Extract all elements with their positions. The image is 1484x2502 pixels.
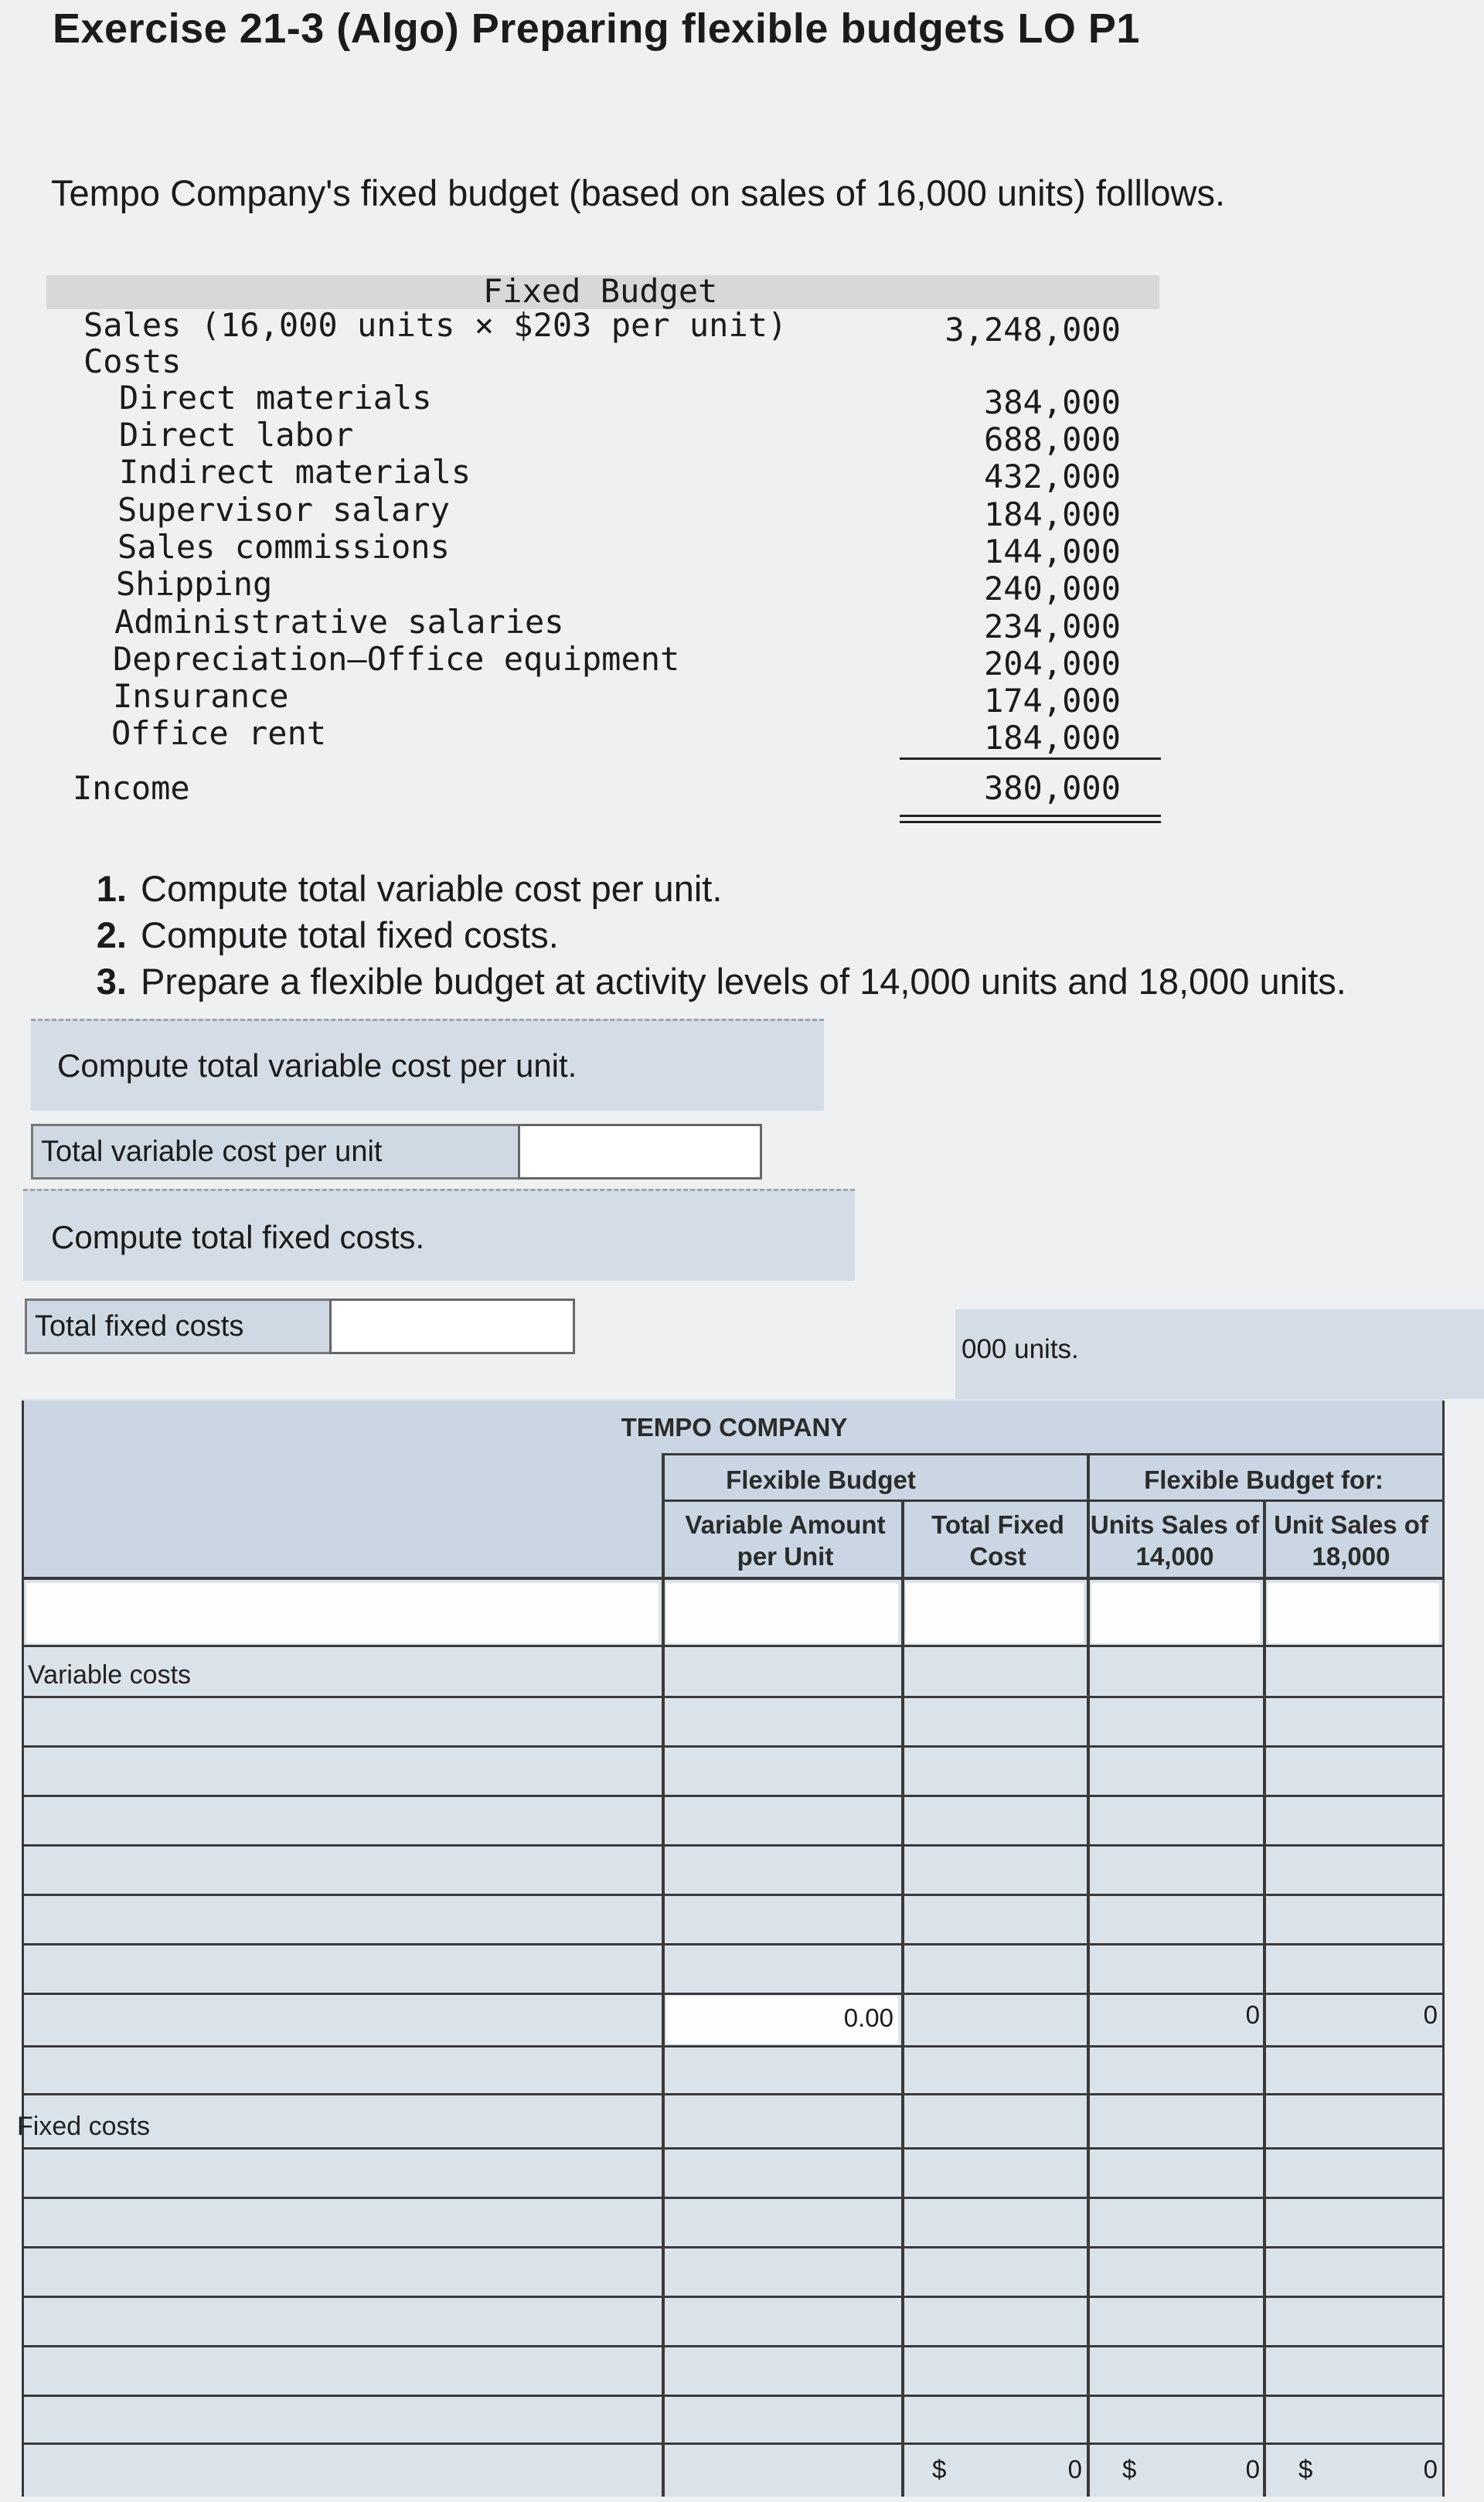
final-14k-total: 0	[1245, 2455, 1260, 2483]
question-1	[74, 867, 722, 910]
cost-label: Depreciation—Office equipment	[113, 640, 680, 678]
part2-prompt: Compute total fixed costs.	[51, 1219, 425, 1255]
col-18000-units: Unit Sales of 18,000	[1274, 1510, 1428, 1571]
row-rule	[23, 2345, 1442, 2347]
total-double-rule	[900, 815, 1161, 817]
variable-total-14k: 0	[1245, 2000, 1260, 2029]
exercise-title: Exercise 21-3 (Algo) Preparing flexible budgets LO P1	[53, 5, 1140, 52]
part1-prompt: Compute total variable cost per unit.	[57, 1047, 577, 1084]
company-name: TEMPO COMPANY	[621, 1413, 848, 1442]
row-label-input[interactable]	[26, 1583, 659, 1643]
table-border	[22, 1401, 24, 2497]
costs-label: Costs	[83, 342, 182, 380]
row-rule	[23, 2246, 1442, 2248]
question-text: Compute total fixed costs.	[141, 914, 559, 955]
income-value: 380,000	[983, 769, 1121, 807]
cost-label: Administrative salaries	[114, 603, 564, 641]
row-rule	[23, 1795, 1442, 1797]
variable-total-var: 0.00	[843, 2003, 893, 2032]
row-rule	[23, 2093, 1442, 2095]
cost-label: Direct materials	[119, 379, 432, 417]
row-18k-input[interactable]	[1268, 1583, 1439, 1643]
variable-total-18k: 0	[1423, 2000, 1438, 2029]
fixed-costs-label: Fixed costs	[17, 2112, 150, 2141]
cost-label: Indirect materials	[119, 453, 471, 491]
row-rule	[23, 1844, 1442, 1847]
question-text: Compute total variable cost per unit.	[141, 868, 723, 909]
sales-label: Sales (16,000 units × $203 per unit)	[83, 306, 788, 344]
cost-value: 240,000	[983, 570, 1121, 608]
total-variable-cost-label: Total variable cost per unit	[31, 1124, 522, 1180]
column-divider	[1087, 1453, 1090, 2497]
row-14k-input[interactable]	[1091, 1583, 1260, 1643]
cost-label: Shipping	[116, 565, 273, 603]
row-rule	[23, 2197, 1442, 2199]
total-double-rule	[900, 821, 1161, 823]
col-variable-amount: Variable Amount per Unit	[685, 1510, 886, 1571]
question-2	[74, 914, 559, 956]
question-number: 3.	[96, 961, 127, 1002]
flexible-budget-for-group: Flexible Budget for:	[1144, 1465, 1384, 1494]
row-rule	[23, 2296, 1442, 2298]
cost-value: 184,000	[983, 719, 1121, 757]
row-rule	[23, 1745, 1442, 1748]
cost-value: 174,000	[983, 682, 1121, 720]
currency-symbol: $	[1122, 2455, 1137, 2483]
table-border	[1442, 1401, 1445, 2497]
cost-label: Office rent	[111, 714, 327, 752]
cost-label: Supervisor salary	[117, 491, 450, 529]
row-variable-input[interactable]	[666, 1583, 898, 1643]
part2-panel	[23, 1189, 855, 1281]
cost-label: Direct labor	[119, 416, 354, 454]
income-label: Income	[73, 769, 190, 807]
row-rule	[23, 2395, 1442, 2397]
cost-value: 234,000	[983, 608, 1121, 645]
subtotal-rule	[900, 757, 1161, 760]
total-fixed-costs-input[interactable]	[329, 1299, 575, 1354]
row-rule	[23, 2147, 1442, 2150]
variable-costs-label: Variable costs	[28, 1660, 192, 1690]
header-rule	[663, 1499, 1442, 1502]
intro-text: Tempo Company's fixed budget (based on sales of 16,000 units) folllows.	[51, 172, 1226, 213]
part1-panel	[31, 1019, 824, 1111]
row-rule	[23, 1696, 1442, 1698]
row-rule	[23, 1645, 1442, 1647]
cost-value: 144,000	[983, 533, 1121, 570]
header-rule	[663, 1453, 1442, 1455]
currency-symbol: $	[932, 2455, 947, 2483]
question-3	[74, 960, 1346, 1003]
question-text: Prepare a flexible budget at activity levels of 14,000 units and 18,000 units.	[141, 961, 1346, 1002]
header-bottom-rule	[23, 1577, 1442, 1580]
column-divider	[662, 1453, 665, 2497]
row-rule	[23, 2045, 1442, 2048]
cost-value: 184,000	[983, 495, 1121, 533]
part3-panel	[955, 1309, 1484, 1399]
final-18k-total: 0	[1423, 2455, 1438, 2483]
total-fixed-costs-label: Total fixed costs	[25, 1299, 334, 1354]
fixed-budget-header	[46, 272, 1159, 310]
total-variable-cost-input[interactable]	[518, 1124, 762, 1180]
fixed-budget-header-label: Fixed Budget	[483, 272, 718, 310]
row-rule	[23, 1894, 1442, 1896]
cost-value: 384,000	[983, 383, 1121, 421]
cost-value: 204,000	[983, 645, 1121, 683]
question-number: 2.	[96, 914, 127, 955]
col-14000-units: Units Sales of 14,000	[1090, 1510, 1260, 1571]
currency-symbol: $	[1298, 2455, 1313, 2483]
cost-label: Sales commissions	[117, 528, 450, 566]
final-fixed-total: 0	[1067, 2455, 1082, 2483]
row-fixed-input[interactable]	[906, 1583, 1084, 1643]
flexible-budget-group: Flexible Budget	[726, 1465, 916, 1494]
row-rule	[23, 2442, 1442, 2445]
question-number: 1.	[96, 868, 127, 909]
col-total-fixed-cost: Total Fixed Cost	[931, 1510, 1064, 1571]
cost-value: 688,000	[983, 420, 1121, 458]
part3-prompt-fragment: 000 units.	[962, 1334, 1079, 1364]
cost-value: 432,000	[983, 458, 1121, 495]
row-rule	[23, 1943, 1442, 1945]
sales-value: 3,248,000	[945, 311, 1121, 349]
cost-label: Insurance	[113, 677, 289, 715]
row-rule	[23, 1993, 1442, 1995]
